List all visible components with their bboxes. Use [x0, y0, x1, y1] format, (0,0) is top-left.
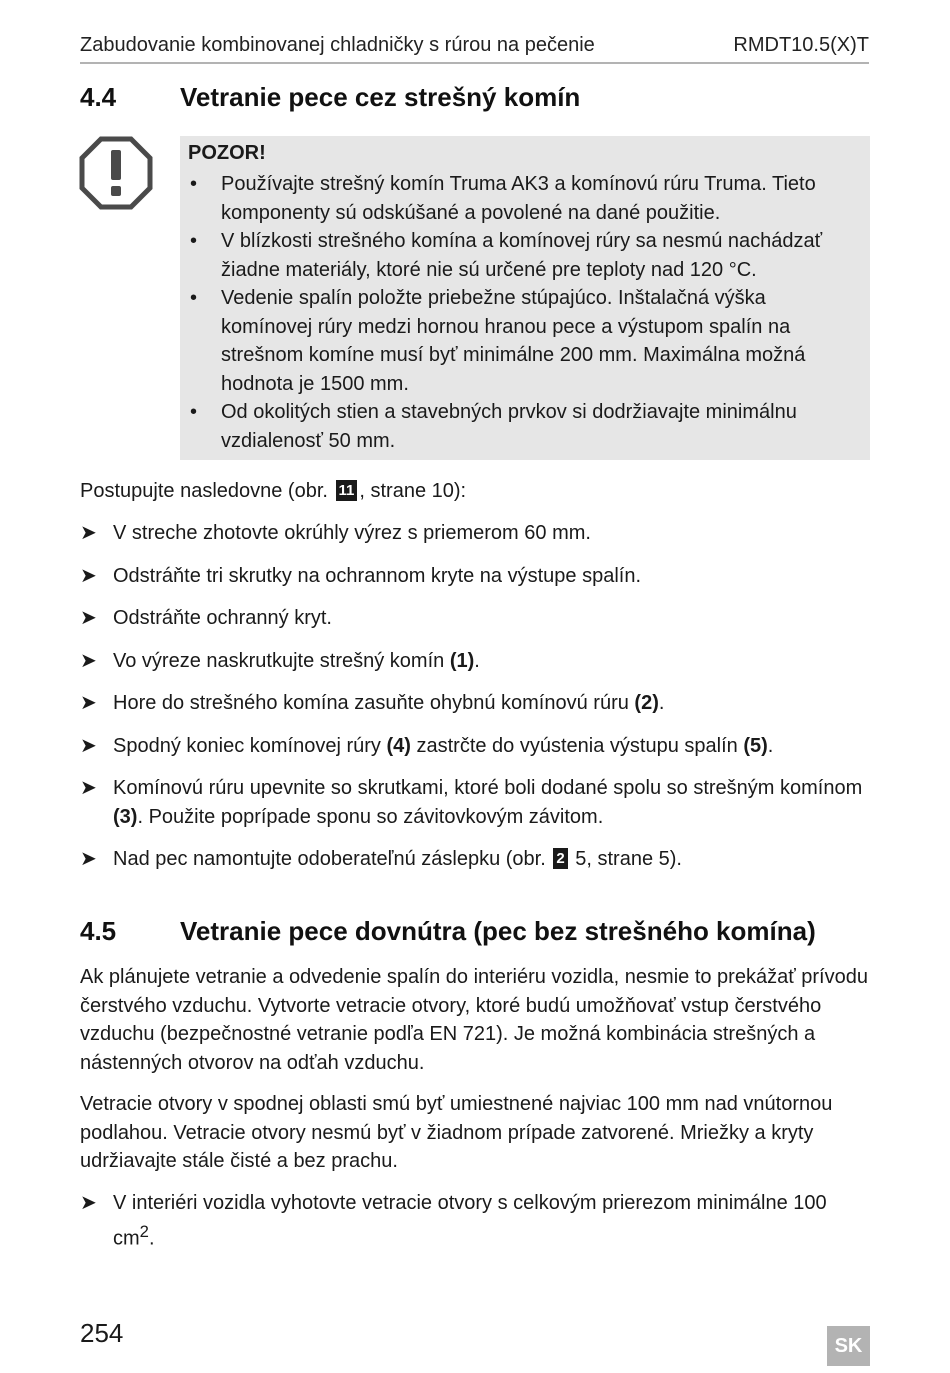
header-model-code: RMDT10.5(X)T [733, 34, 869, 56]
paragraph: Vetracie otvory v spodnej oblasti smú byť umiestnené najviac 100 mm nad vnútornou podlahou. Vetracie otvory nesmú byť v žiadnom prípade zatvorené. Mriežky a kryty udržiavajte stále čisté a bez prachu. [80, 1093, 833, 1172]
step-item [80, 1189, 870, 1253]
arrow-bullet-icon: ➤ [80, 607, 97, 629]
warning-item: • Od okolitých stien a stavebných prvkov si dodržiavajte minimálnu vzdialenosť 50 mm. [188, 398, 860, 455]
language-tab: SK [827, 1326, 870, 1366]
part-reference: (4) [386, 735, 411, 757]
warning-item: • Používajte strešný komín Truma AK3 a komínovú rúru Truma. Tieto komponenty sú odskúšané a povolené na dané použitie. [188, 170, 860, 227]
arrow-bullet-icon: ➤ [80, 522, 97, 544]
arrow-bullet-icon: ➤ [80, 692, 97, 714]
step-text-tail: . Použite poprípade sponu so závitovkovým závitom. [137, 805, 604, 828]
step-text-tail: . [767, 735, 774, 757]
step-item [80, 732, 870, 761]
running-header [80, 32, 869, 64]
header-document-title: Zabudovanie kombinovanej chladničky s rúrou na pečenie [80, 34, 595, 56]
step-text: V interiéri vozidla vyhotovte vetracie otvory s celkovým prierezom minimálne 100 cm [113, 1192, 827, 1250]
figure-badge: 2 [553, 848, 567, 869]
step-text: Odstráňte tri skrutky na ochrannom kryte na výstupe spalín. [113, 565, 642, 587]
intro-text: Postupujte nasledovne (obr. [80, 480, 334, 502]
step-item [80, 845, 870, 874]
arrow-bullet-icon: ➤ [80, 565, 97, 587]
paragraph: Ak plánujete vetranie a odvedenie spalín do interiéru vozidla, nesmie to prekážať prívodu čerstvého vzduchu. Vytvorte vetracie otvory, ktoré budú umožňovať vstup čerstvého vzduchu (bezpečnostné vetranie podľa EN 721). Je možná kombinácia strešných a nástenných otvorov na odťah vzduchu. [80, 966, 868, 1074]
step-item [80, 604, 870, 633]
part-reference: (2) [634, 692, 659, 714]
part-reference: (1) [449, 650, 475, 672]
step-item [80, 647, 870, 676]
warning-title: POZOR! [188, 142, 266, 164]
page-number: 254 [80, 1318, 124, 1348]
arrow-bullet-icon: ➤ [80, 1192, 97, 1214]
step-item [80, 519, 870, 548]
step-text-tail: . [474, 650, 480, 672]
procedure-intro [80, 477, 870, 506]
arrow-bullet-icon: ➤ [80, 848, 97, 870]
step-item [80, 689, 870, 718]
step-text: V streche zhotovte okrúhly výrez s priemerom 60 mm. [113, 522, 591, 544]
superscript: 2 [139, 1221, 149, 1241]
warning-item: • Vedenie spalín položte priebežne stúpajúco. Inštalačná výška komínovej rúry medzi hornou hranou pece a výstupom spalín na strešnom komíne musí byť minimálne 200 mm. Maximálna možná hodnota je 1500 mm. [188, 284, 860, 398]
step-item [80, 774, 870, 831]
arrow-bullet-icon: ➤ [80, 777, 97, 799]
step-text: Nad pec namontujte odoberateľnú záslepku (obr. [113, 848, 552, 870]
step-text: zastrčte do vyústenia výstupu spalín [410, 735, 744, 757]
step-text-tail: 5, strane 5). [569, 848, 682, 870]
intro-text-tail: , strane 10): [359, 480, 467, 502]
step-text: Vo výreze naskrutkujte strešný komín [113, 650, 450, 672]
warning-octagon-icon [78, 135, 154, 211]
section-title: Vetranie pece dovnútra (pec bez strešného komína) [180, 916, 816, 946]
warning-box [180, 136, 870, 460]
part-reference: (5) [743, 735, 768, 757]
section-title: Vetranie pece cez strešný komín [180, 82, 581, 112]
warning-list [188, 170, 860, 455]
step-text: Hore do strešného komína zasuňte ohybnú komínovú rúru [113, 692, 635, 714]
step-text: Komínovú rúru upevnite so skrutkami, ktoré boli dodané spolu so strešným komínom [113, 777, 863, 799]
step-text-tail: . [148, 1227, 155, 1250]
section-number: 4.5 [80, 916, 117, 946]
step-text: Spodný koniec komínovej rúry [113, 735, 387, 757]
arrow-bullet-icon: ➤ [80, 650, 97, 672]
step-item [80, 562, 870, 591]
step-text-tail: . [658, 692, 665, 714]
step-text: Odstráňte ochranný kryt. [113, 607, 332, 629]
warning-item: • V blízkosti strešného komína a komínovej rúry sa nesmú nachádzať žiadne materiály, ktoré nie sú určené pre teploty nad 120 °C. [188, 227, 860, 284]
figure-badge: 11 [336, 480, 358, 501]
part-reference: (3) [113, 805, 138, 828]
section-number: 4.4 [80, 82, 117, 112]
arrow-bullet-icon: ➤ [80, 735, 97, 757]
